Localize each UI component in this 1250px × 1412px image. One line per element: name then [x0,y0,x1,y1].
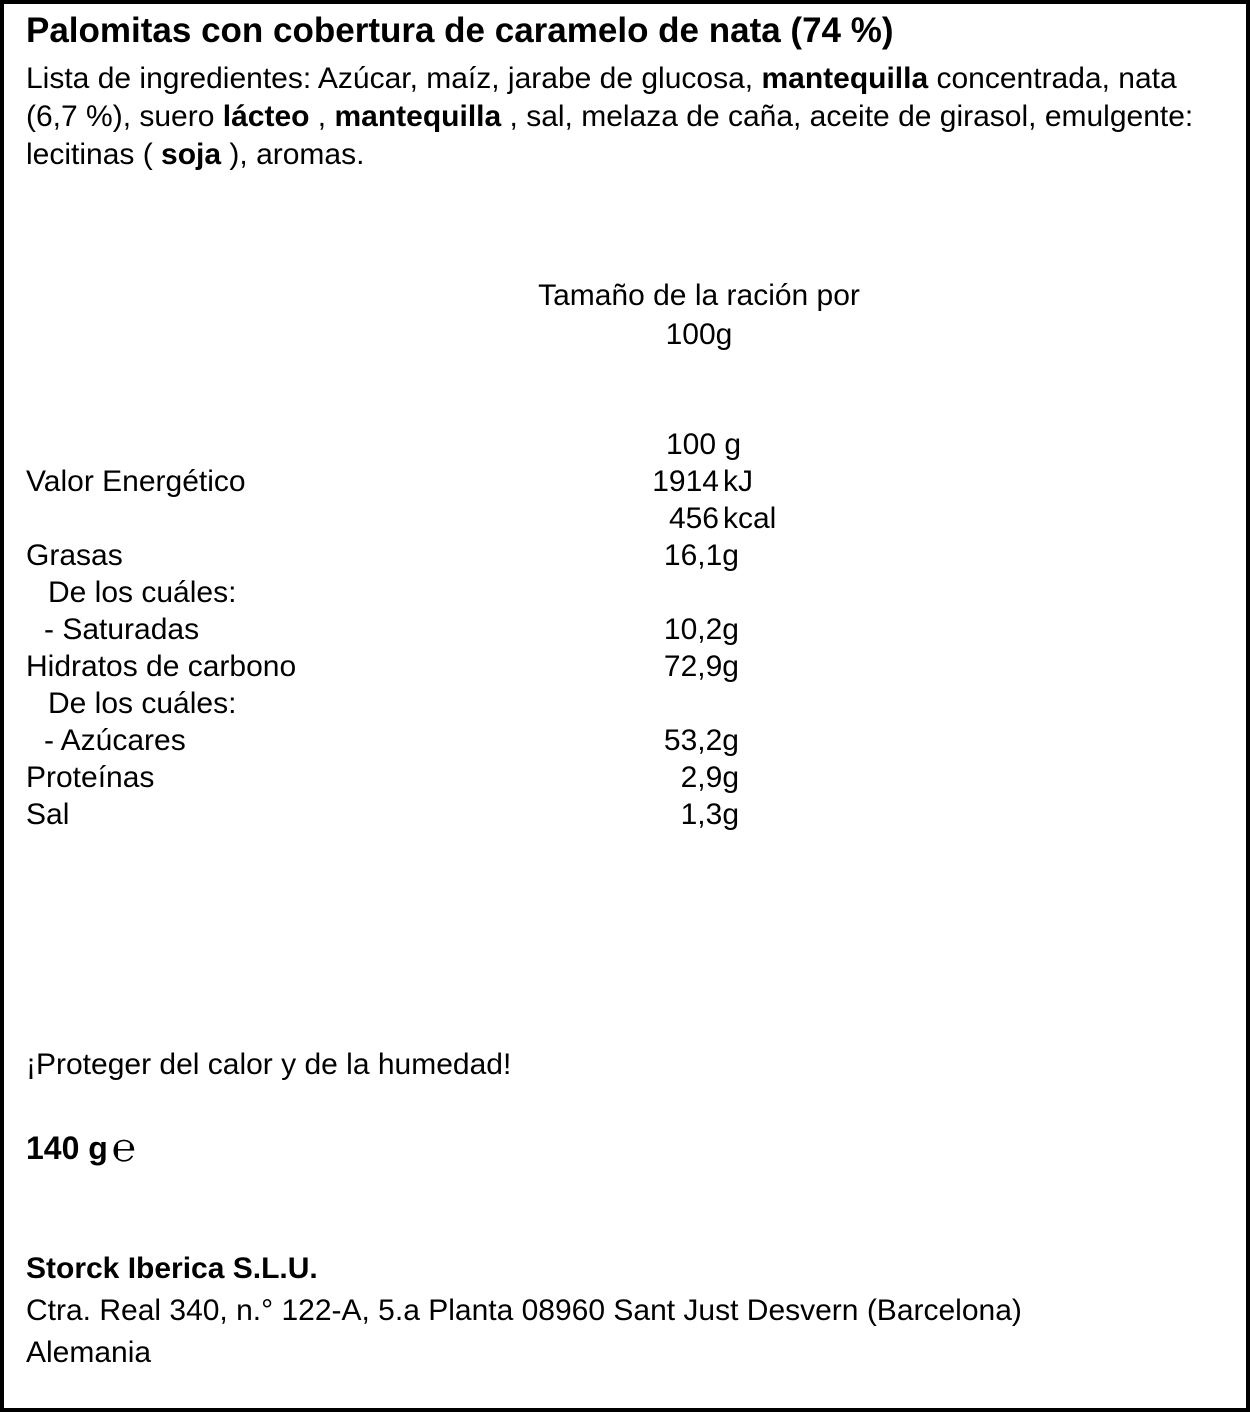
nutrition-column-header: 100 g [666,428,742,461]
company-name: Storck Iberica S.L.U. [26,1252,318,1285]
ingredients-text: Lista de ingredientes: Azúcar, maíz, jarabe de glucosa, [26,62,762,95]
serving-size [504,276,894,354]
company-country: Alemania [26,1336,152,1369]
ingredients-text: ), aromas. [221,138,365,171]
nutrient-value-protein: 2,9g [680,761,739,794]
nutrient-value-salt: 1,3g [680,798,739,831]
nutrient-value-sugars: 53,2g [663,724,739,757]
ingredients-text: concentrada, nata (6,7 %), suero [26,62,1177,133]
net-weight [26,1125,136,1171]
energy-kcal-value: 456 [668,502,719,535]
nutrient-label-salt: Sal [26,798,70,831]
company-address: Ctra. Real 340, n.° 122-A, 5.a Planta 08960 Sant Just Desvern (Barcelona) [26,1294,1022,1327]
serving-size-value: 100g [665,318,733,351]
serving-size-label: Tamaño de la ración por [538,279,860,312]
allergen-soy: soja [161,138,222,171]
net-weight-value: 140 g [26,1130,108,1166]
nutrient-label-of-which: De los cuáles: [48,576,237,609]
nutrient-label-sugars: - Azúcares [44,724,186,757]
nutrient-label-carbohydrates: Hidratos de carbono [26,650,297,683]
nutrient-label-saturates: - Saturadas [44,613,200,646]
product-title: Palomitas con cobertura de caramelo de nata (74 %) [26,11,894,50]
nutrient-label-protein: Proteínas [26,761,155,794]
nutrient-value-saturates: 10,2g [663,613,739,646]
nutrient-label-fat: Grasas [26,539,123,572]
storage-instructions: ¡Proteger del calor y de la humedad! [26,1048,512,1081]
energy-kcal-unit: kcal [723,502,777,535]
energy-kj-unit: kJ [723,465,753,498]
allergen-milk: lácteo [222,100,310,133]
nutrient-value-fat: 16,1g [663,539,739,572]
estimated-sign-icon: ℮ [111,1125,136,1171]
allergen-butter: mantequilla [334,100,502,133]
ingredients-text: , sal, melaza de caña, aceite de girasol, emulgente: lecitinas ( [26,100,1194,171]
allergen-butter: mantequilla [761,62,929,95]
ingredients-text: , [309,100,335,133]
energy-kj-value: 1914 [652,465,719,498]
energy-label: Valor Energético [26,465,246,498]
nutrient-value-carbohydrates: 72,9g [663,650,739,683]
nutrient-label-of-which: De los cuáles: [48,687,237,720]
ingredients-list [26,60,1206,174]
